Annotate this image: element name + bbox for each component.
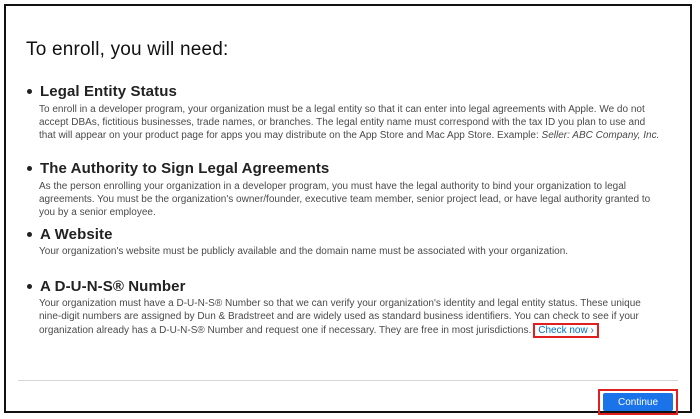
page-title: To enroll, you will need: — [26, 39, 229, 60]
section-heading — [26, 278, 666, 295]
enrollment-dialog — [4, 4, 692, 413]
bullet-icon — [27, 89, 32, 94]
bullet-icon — [27, 284, 32, 289]
section-body-text: To enroll in a developer program, your organization must be a legal entity so that it can enter into legal agreements with Apple. We do not accept DBAs, fictitious businesses, trade names, or branches. The legal entity name must correspond with the tax ID you plan to use and that will appear on your product page for apps you may distribute on the App Store and Mac App Store. Example: — [39, 104, 646, 142]
section-body — [39, 103, 664, 143]
continue-highlight — [598, 389, 678, 415]
section-body: As the person enrolling your organization in a developer program, you must have the legal authority to bind your organization to legal agreements. You must be the organization's owner/founder, executive team member, senior project lead, or have legal authority granted to you by a senior employee. — [39, 181, 651, 219]
section-authority — [26, 160, 666, 219]
bullet-icon — [27, 232, 32, 237]
section-heading-label: Legal Entity Status — [40, 83, 177, 100]
section-website — [26, 226, 666, 257]
check-now-link[interactable]: Check now › — [533, 323, 599, 338]
section-heading-label: The Authority to Sign Legal Agreements — [40, 160, 330, 177]
continue-button[interactable]: Continue — [603, 393, 673, 411]
section-body-text: Your organization must have a D-U-N-S® Number so that we can verify your organization's identity and legal entity status. These unique nine-digit numbers are assigned by Dun & Bradstreet and are widely used as standard business identifiers. You can check to see if your organization already has a D-U-N-S® Number and request one if necessary. They are free in most jurisdictions. — [39, 298, 641, 337]
section-legal-entity — [26, 83, 666, 142]
section-body: Your organization's website must be publicly available and the domain name must be associated with your organization. — [39, 246, 569, 257]
section-heading-label: A Website — [40, 226, 113, 243]
section-body — [39, 297, 664, 338]
section-heading — [26, 160, 666, 177]
section-heading — [26, 83, 666, 100]
example-text: Seller: ABC Company, Inc. — [541, 130, 660, 142]
section-duns — [26, 278, 666, 337]
bullet-icon — [27, 166, 32, 171]
footer-divider — [18, 380, 678, 381]
section-heading-label: A D-U-N-S® Number — [40, 278, 186, 295]
section-heading — [26, 226, 666, 243]
